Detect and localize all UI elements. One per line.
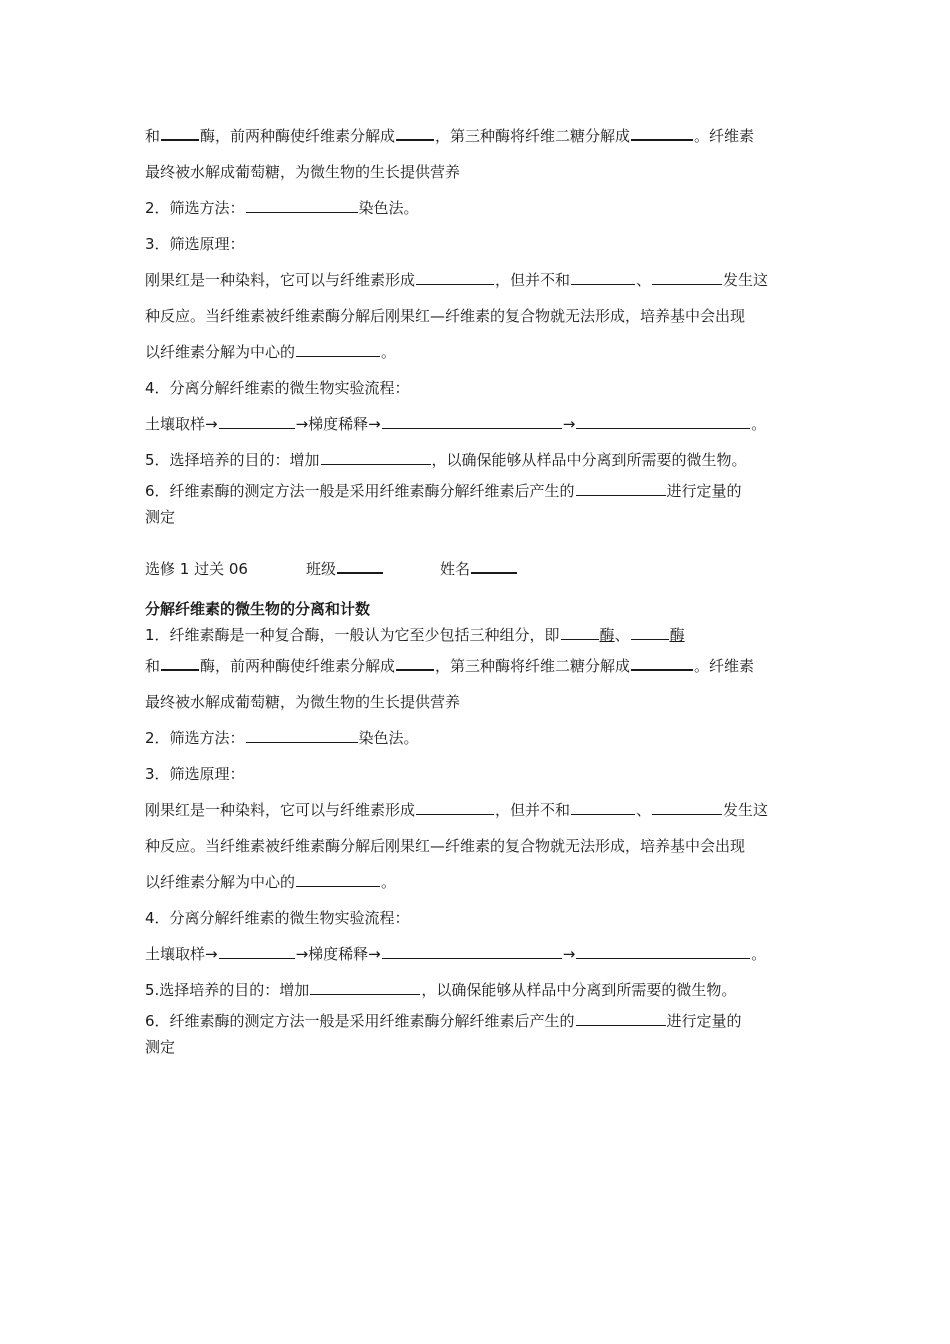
b1-line-7: 以纤维素分解为中心的 。	[145, 343, 397, 361]
blank	[396, 668, 434, 671]
b2-line-10: 5.选择培养的目的：增加 ，以确保能够从样品中分离到所需要的微生物。	[145, 981, 737, 999]
blank	[576, 494, 666, 496]
blank	[246, 211, 358, 213]
blank	[310, 993, 420, 995]
blank	[652, 813, 722, 815]
b2-line-1: 和 酶，前两种酶使纤维素分解成 ，第三种酶将纤维二糖分解成 。纤维素	[145, 657, 755, 675]
b2-line-11: 6．纤维素酶的测定方法一般是采用纤维素酶分解纤维素后产生的 进行定量的	[145, 1012, 742, 1030]
blank	[219, 957, 295, 959]
blank	[382, 427, 562, 429]
blank	[576, 957, 750, 959]
b2-line-4: 3．筛选原理：	[145, 765, 245, 783]
course-label: 选修 1 过关 06	[145, 560, 248, 578]
blank	[571, 813, 635, 815]
blank	[246, 741, 358, 743]
b1-line-9: 土壤取样→ →梯度稀释→ → 。	[145, 415, 767, 433]
b2-line-6: 种反应。当纤维素被纤维素酶分解后刚果红—纤维素的复合物就无法形成，培养基中会出现	[145, 837, 746, 855]
b1-line-1: 和 酶，前两种酶使纤维素分解成 ，第三种酶将纤维二糖分解成 。纤维素	[145, 127, 755, 145]
blank	[631, 638, 669, 640]
b1-line-12: 测定	[145, 508, 176, 526]
worksheet-page	[145, 118, 810, 1060]
blank	[219, 427, 295, 429]
blank	[576, 1024, 666, 1026]
b1-line-3: 2．筛选方法： 染色法。	[145, 199, 419, 217]
blank	[631, 668, 693, 671]
b1-line-5: 刚果红是一种染料，它可以与纤维素形成 ，但并不和 、 发生这	[145, 271, 769, 289]
blank	[161, 138, 199, 141]
blank	[296, 885, 380, 887]
blank	[571, 283, 635, 285]
blank	[321, 463, 431, 465]
b1-line-11: 6．纤维素酶的测定方法一般是采用纤维素酶分解纤维素后产生的 进行定量的	[145, 482, 742, 500]
worksheet-header	[145, 556, 810, 582]
b2-line-2: 最终被水解成葡萄糖，为微生物的生长提供营养	[145, 693, 461, 711]
b1-line-10: 5．选择培养的目的：增加 ，以确保能够从样品中分离到所需要的微生物。	[145, 451, 747, 469]
blank	[416, 813, 494, 815]
blank	[652, 283, 722, 285]
b2-line-7: 以纤维素分解为中心的 。	[145, 873, 397, 891]
b2-line-12: 测定	[145, 1038, 176, 1056]
b2-line-8: 4．分离分解纤维素的微生物实验流程：	[145, 909, 410, 927]
blank	[631, 138, 693, 141]
section-title: 分解纤维素的微生物的分离和计数	[145, 600, 371, 618]
b2-line-5: 刚果红是一种染料，它可以与纤维素形成 ，但并不和 、 发生这	[145, 801, 769, 819]
name-label: 姓名	[439, 560, 470, 578]
b1-line-4: 3．筛选原理：	[145, 235, 245, 253]
b1-line-8: 4．分离分解纤维素的微生物实验流程：	[145, 379, 410, 397]
class-label: 班级	[305, 560, 336, 578]
b1-line-2: 最终被水解成葡萄糖，为微生物的生长提供营养	[145, 163, 461, 181]
blank	[561, 638, 599, 640]
b1-line-6: 种反应。当纤维素被纤维素酶分解后刚果红—纤维素的复合物就无法形成，培养基中会出现	[145, 307, 746, 325]
blank	[396, 138, 434, 141]
b2-line-3: 2．筛选方法： 染色法。	[145, 729, 419, 747]
blank	[161, 668, 199, 671]
blank	[382, 957, 562, 959]
blank	[576, 427, 750, 429]
class-blank	[337, 571, 383, 574]
name-blank	[471, 571, 517, 574]
b2-line-0: 1．纤维素酶是一种复合酶，一般认为它至少包括三种组分，即 酶、 酶	[145, 626, 685, 644]
b2-line-9: 土壤取样→ →梯度稀释→ → 。	[145, 945, 767, 963]
blank	[296, 355, 380, 357]
blank	[416, 283, 494, 285]
